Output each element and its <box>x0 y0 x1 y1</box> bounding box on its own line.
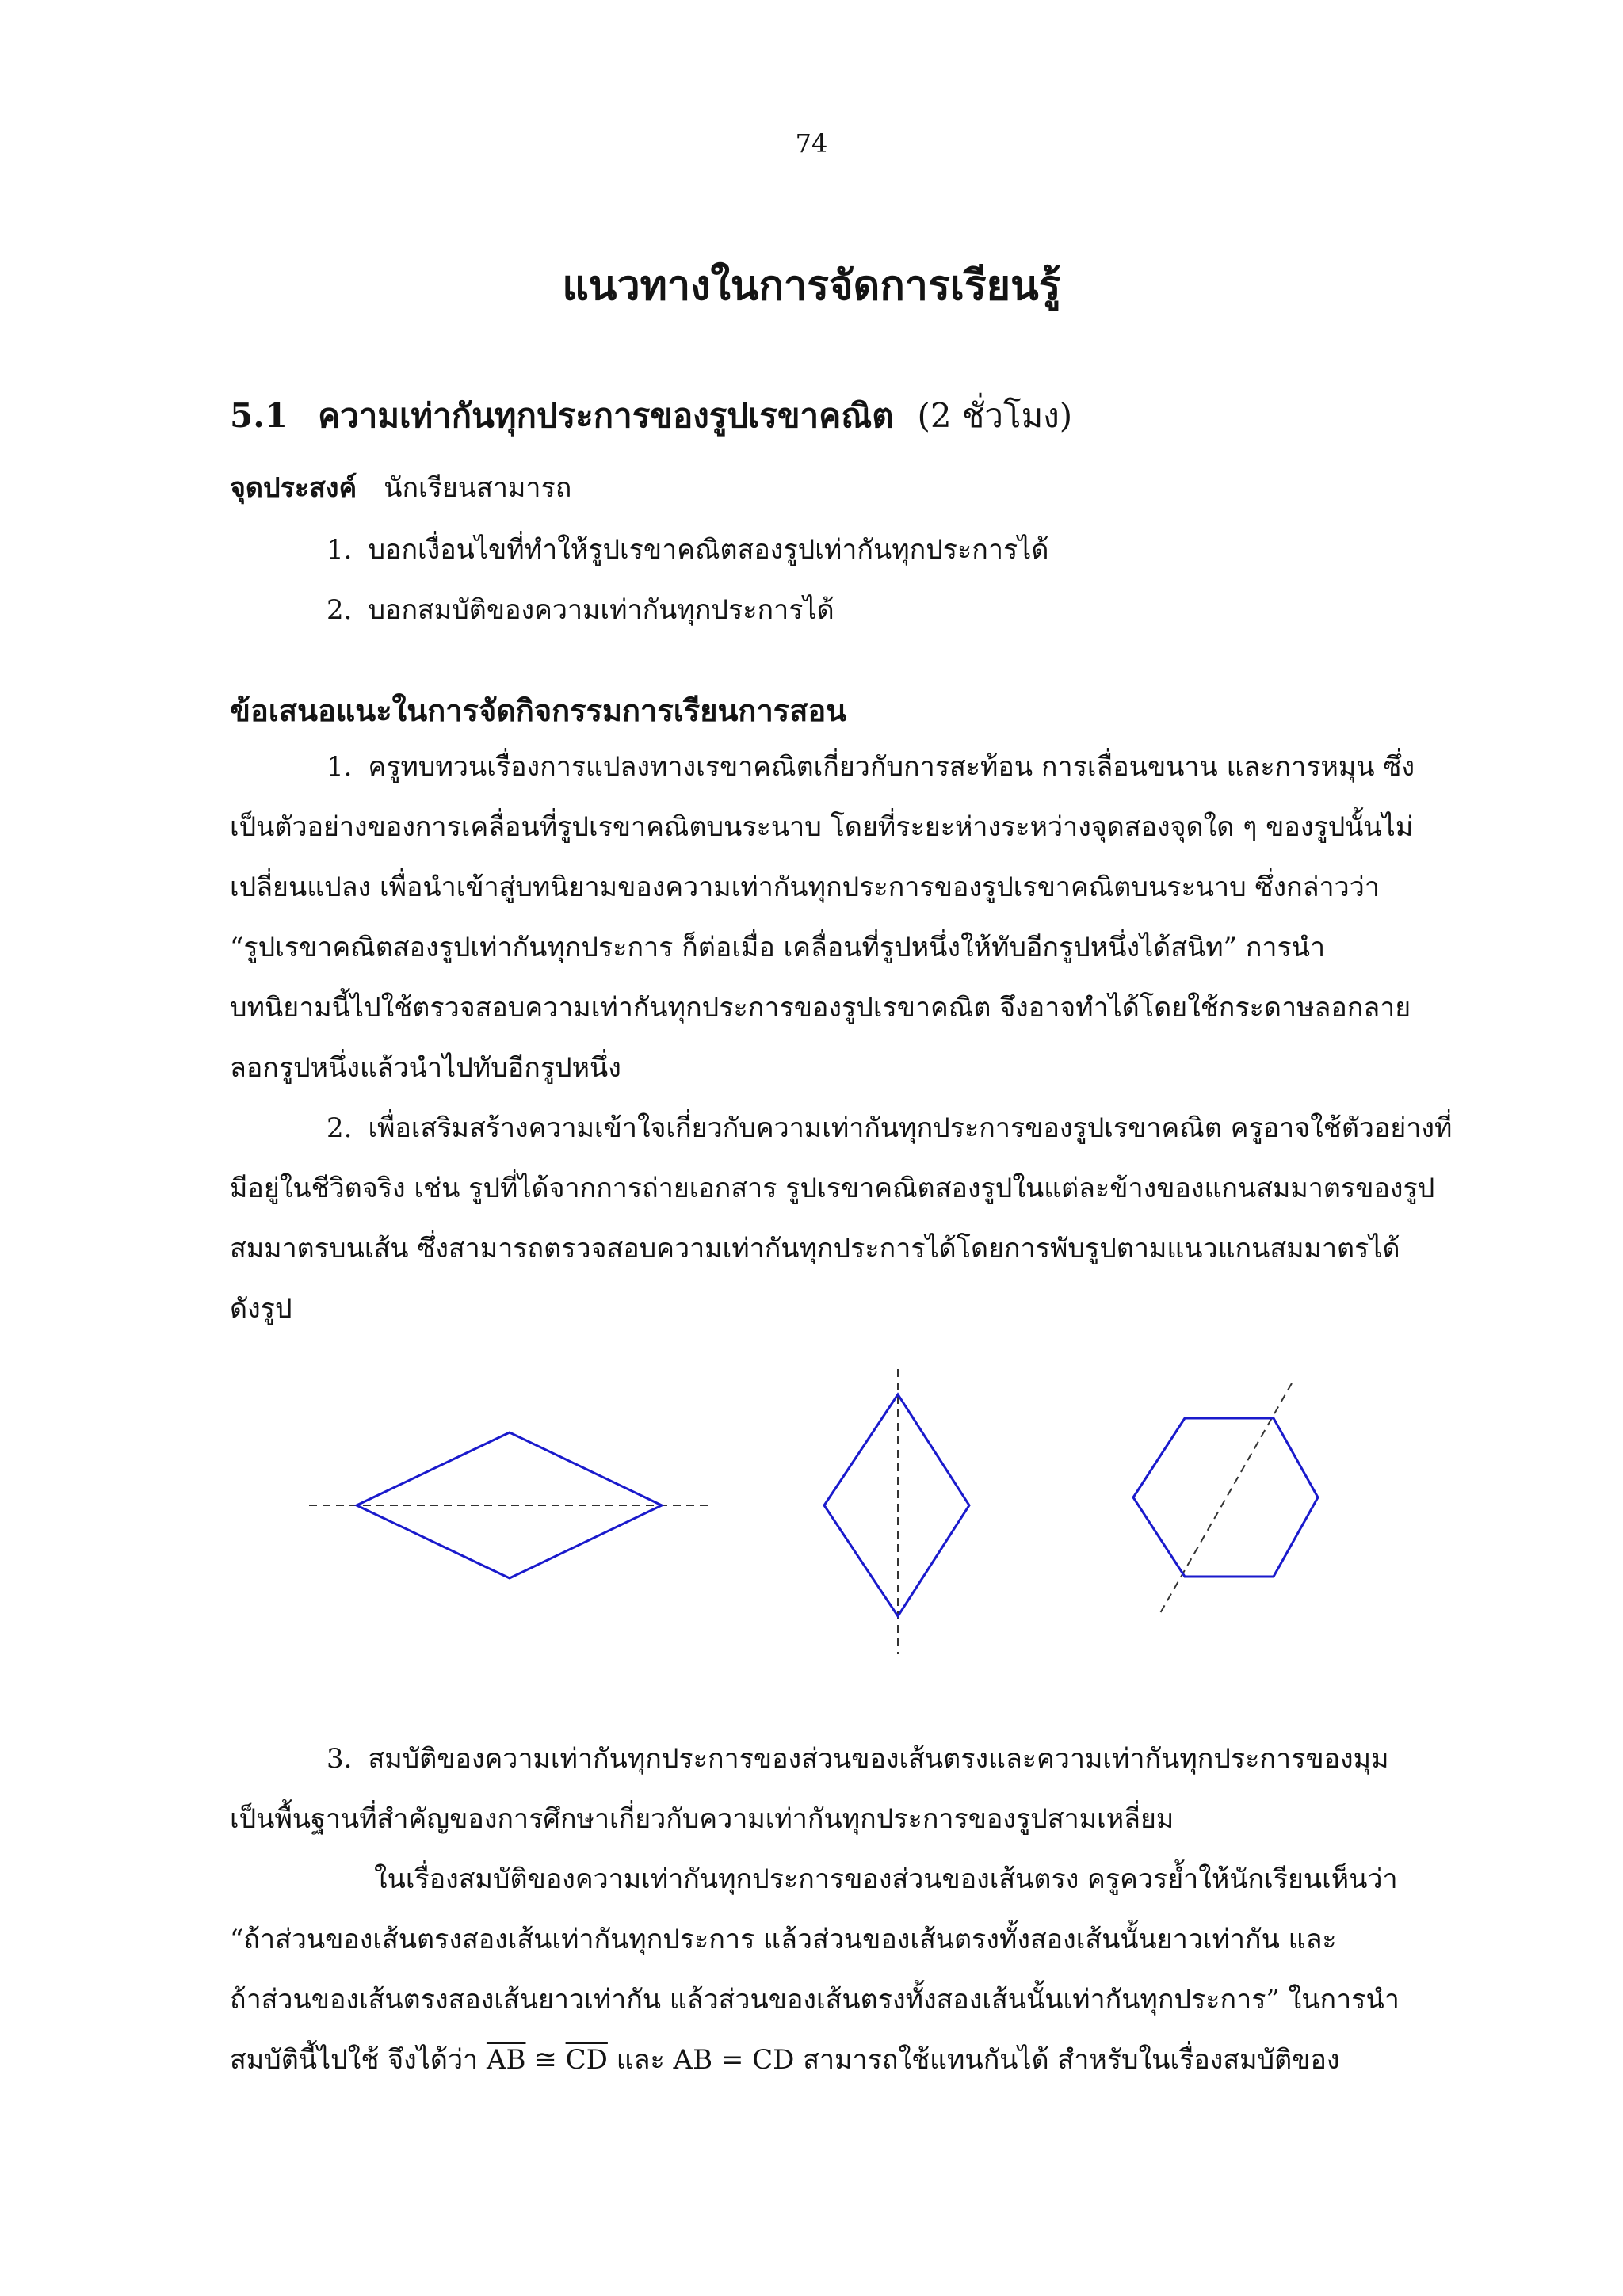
chapter-title: แนวทางในการจัดการเรียนรู้ <box>562 261 1061 310</box>
paragraph-line: “รูปเรขาคณิตสองรูปเท่ากันทุกประการ ก็ต่อเมื่อ เคลื่อนที่รูปหนึ่งให้ทับอีกรูปหนึ่งได้สนิท” การนำ <box>230 932 1326 963</box>
section-number: 5.1 <box>230 396 288 435</box>
paragraph-line: มีอยู่ในชีวิตจริง เช่น รูปที่ได้จากการถ่ายเอกสาร รูปเรขาคณิตสองรูปในแต่ละข้างของแกนสมมาตรของรูป <box>230 1173 1435 1204</box>
paragraph-line: เปลี่ยนแปลง เพื่อนำเข้าสู่บทนิยามของความเท่ากันทุกประการของรูปเรขาคณิตบนระนาบ ซึ่งกล่าวว่า <box>230 871 1380 903</box>
congruent-symbol: ≅ <box>534 2044 557 2076</box>
hexagon-shape <box>1133 1418 1318 1577</box>
suggestions-heading: ข้อเสนอแนะในการจัดกิจกรรมการเรียนการสอน <box>230 692 847 728</box>
figure-3-hexagon <box>1133 1383 1318 1613</box>
objective-text: บอกเงื่อนไขที่ทำให้รูปเรขาคณิตสองรูปเท่ากันทุกประการได้ <box>368 534 1049 566</box>
paragraph-4 <box>230 1849 1482 2090</box>
paragraph-line: “ถ้าส่วนของเส้นตรงสองเส้นเท่ากันทุกประการ แล้วส่วนของเส้นตรงทั้งสองเส้นนั้นยาวเท่ากัน และ <box>230 1924 1337 1955</box>
paragraph-line: ดังรูป <box>230 1293 292 1325</box>
line-text: ครูทบทวนเรื่องการแปลงทางเรขาคณิตเกี่ยวกับการสะท้อน การเลื่อนขนาน และการหมุน ซึ่ง <box>368 751 1415 783</box>
objective-number: 1. <box>327 534 353 566</box>
objectives-intro: นักเรียนสามารถ <box>384 472 572 504</box>
formula-pre: สมบัตินี้ไปใช้ จึงได้ว่า <box>230 2044 479 2076</box>
paragraph-line: ลอกรูปหนึ่งแล้วนำไปทับอีกรูปหนึ่ง <box>230 1052 621 1084</box>
paragraph-3 <box>230 1729 1482 1849</box>
paragraph-line: เป็นตัวอย่างของการเคลื่อนที่รูปเรขาคณิตบนระนาบ โดยที่ระยะห่างระหว่างจุดสองจุดใด ๆ ของรูปนั้นไม่ <box>230 811 1414 843</box>
section-title: ความเท่ากันทุกประการของรูปเรขาคณิต <box>318 396 894 435</box>
formula-post: สามารถใช้แทนกันได้ สำหรับในเรื่องสมบัติของ <box>803 2044 1340 2076</box>
paragraph-number: 3. <box>327 1743 353 1775</box>
objectives-label: จุดประสงค์ <box>230 472 357 504</box>
rhombus-shape <box>824 1394 969 1616</box>
segment-cd: $\overline{CD}$ <box>565 2044 608 2076</box>
line-text: เพื่อเสริมสร้างความเข้าใจเกี่ยวกับความเท่ากันทุกประการของรูปเรขาคณิต ครูอาจใช้ตัวอย่างที่ <box>368 1112 1453 1144</box>
objective-number: 2. <box>327 594 353 626</box>
paragraph-line: สมมาตรบนเส้น ซึ่งสามารถตรวจสอบความเท่ากันทุกประการได้โดยการพับรูปตามแนวแกนสมมาตรได้ <box>230 1233 1400 1264</box>
paragraph-line: บทนิยามนี้ไปใช้ตรวจสอบความเท่ากันทุกประการของรูปเรขาคณิต จึงอาจทำได้โดยใช้กระดาษลอกลาย <box>230 992 1411 1024</box>
figure-2-rhombus <box>824 1369 969 1654</box>
kite-shape <box>357 1432 662 1578</box>
figure-1-kite <box>309 1432 713 1578</box>
formula-mid: และ AB = CD <box>616 2044 795 2076</box>
paragraph-number: 1. <box>327 751 353 783</box>
paragraph-line-formula <box>230 2030 1482 2090</box>
page-number: 74 <box>795 128 828 158</box>
paragraph-line <box>230 1729 1482 1789</box>
paragraph-number: 2. <box>327 1112 353 1144</box>
paragraph-line: ถ้าส่วนของเส้นตรงสองเส้นยาวเท่ากัน แล้วส่วนของเส้นตรงทั้งสองเส้นนั้นเท่ากันทุกประการ” ในการนำ <box>230 1984 1400 2016</box>
segment-ab: $\overline{AB}$ <box>486 2044 526 2076</box>
section-duration: (2 ชั่วโมง) <box>917 396 1073 435</box>
paragraph-line: ในเรื่องสมบัติของความเท่ากันทุกประการของส่วนของเส้นตรง ครูควรย้ำให้นักเรียนเห็นว่า <box>374 1863 1398 1895</box>
objective-text: บอกสมบัติของความเท่ากันทุกประการได้ <box>368 594 834 626</box>
line-text: สมบัติของความเท่ากันทุกประการของส่วนของเส้นตรงและความเท่ากันทุกประการของมุม <box>368 1743 1389 1775</box>
paragraph-line: เป็นพื้นฐานที่สำคัญของการศึกษาเกี่ยวกับความเท่ากันทุกประการของรูปสามเหลี่ยม <box>230 1803 1174 1835</box>
